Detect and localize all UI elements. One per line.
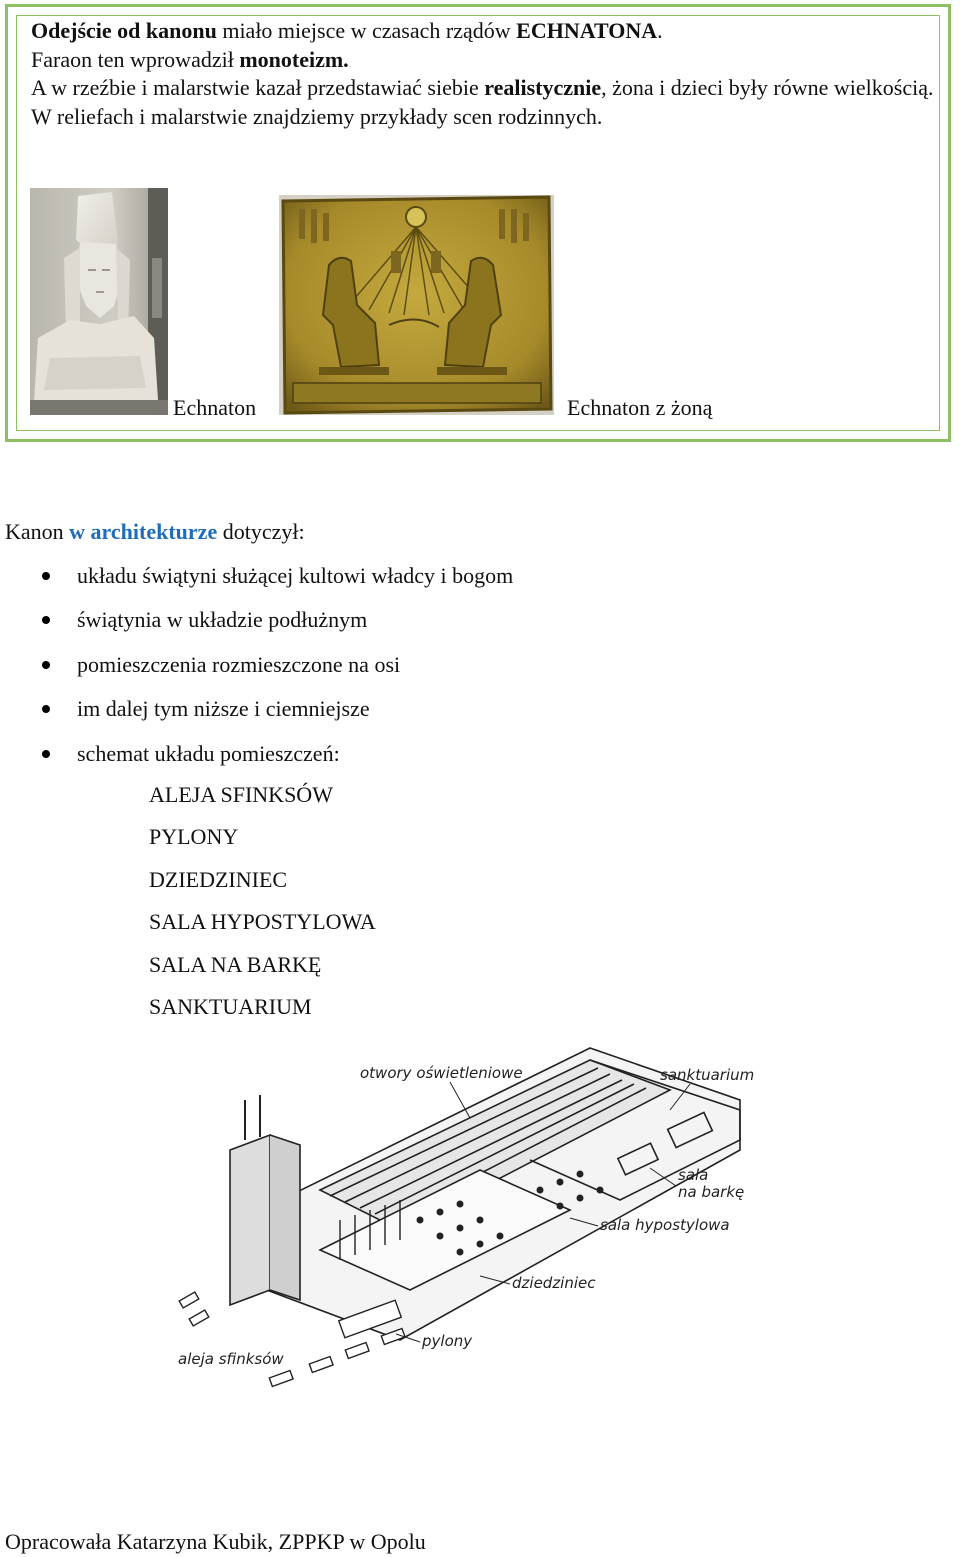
intro-line-1 — [31, 17, 941, 46]
bullet-dot-icon — [42, 616, 50, 624]
label-openings: otwory oświetleniowe — [360, 1064, 523, 1082]
label-barque-1: sala — [678, 1166, 709, 1184]
intro-bold-realistycznie: realistycznie — [484, 75, 602, 100]
intro-text-mid: miało miejsce w czasach rządów — [216, 18, 517, 43]
label-sanctuary: sanktuarium — [660, 1066, 755, 1084]
bullet-text: schemat układu pomieszczeń: — [77, 740, 340, 766]
footer-author: Opracowała Katarzyna Kubik, ZPPKP w Opolu — [5, 1529, 426, 1554]
heading-kanon: Kanon — [5, 519, 70, 544]
caption-echnaton-wife: Echnaton z żoną — [567, 395, 713, 420]
heading-architecture-highlight: w architekturze — [69, 519, 218, 544]
intro-bold-monoteizm: monoteizm. — [239, 46, 349, 72]
echnaton-relief-image — [279, 195, 554, 415]
label-courtyard: dziedziniec — [512, 1274, 596, 1292]
temple-plan-diagram — [150, 1040, 790, 1400]
intro-bold-kanon: Odejście od kanonu — [31, 18, 217, 43]
intro-line-2 — [31, 46, 941, 75]
intro-text — [31, 17, 941, 131]
schema-item: ALEJA SFINKSÓW — [149, 782, 333, 807]
heading-dotyczyl: dotyczył: — [217, 519, 305, 544]
intro-text-rzezba: A w rzeźbie i malarstwie kazał przedstawiać siebie — [31, 75, 485, 100]
architecture-heading — [5, 518, 305, 546]
schema-item: SALA HYPOSTYLOWA — [149, 909, 376, 935]
intro-bold-echnaton: ECHNATONA — [516, 18, 658, 43]
bullet-dot-icon — [42, 750, 50, 758]
intro-text-faraon: Faraon ten wprowadził — [31, 46, 240, 72]
bullet-dot-icon — [42, 661, 50, 669]
intro-line-3 — [31, 74, 941, 103]
bullet-text: im dalej tym niższe i ciemniejsze — [77, 696, 370, 722]
label-barque-2: na barkę — [678, 1183, 745, 1201]
intro-text-zona: , żona i dzieci były równe wielkością. — [601, 75, 934, 100]
label-pylons: pylony — [422, 1332, 473, 1350]
bullet-dot-icon — [42, 572, 50, 580]
label-hypostyle: sala hypostylowa — [600, 1216, 730, 1234]
intro-text-end: . — [657, 18, 663, 43]
schema-item: DZIEDZINIEC — [149, 866, 288, 892]
caption-echnaton: Echnaton — [173, 395, 257, 420]
schema-item: SANKTUARIUM — [149, 993, 312, 1019]
bullet-dot-icon — [42, 705, 50, 713]
bullet-text: świątynia w układzie podłużnym — [77, 607, 368, 633]
schema-item: PYLONY — [149, 824, 239, 850]
bullet-text: pomieszczenia rozmieszczone na osi — [77, 651, 401, 677]
label-sphinx-alley: aleja sfinksów — [178, 1350, 284, 1368]
bullet-text: układu świątyni służącej kultowi władcy i bogom — [77, 563, 514, 588]
schema-item: SALA NA BARKĘ — [149, 951, 322, 977]
temple-schema-list — [149, 780, 376, 1034]
intro-line-4: W reliefach i malarstwie znajdziemy przykłady scen rodzinnych. — [31, 103, 603, 129]
echnaton-statue-image — [30, 188, 168, 415]
